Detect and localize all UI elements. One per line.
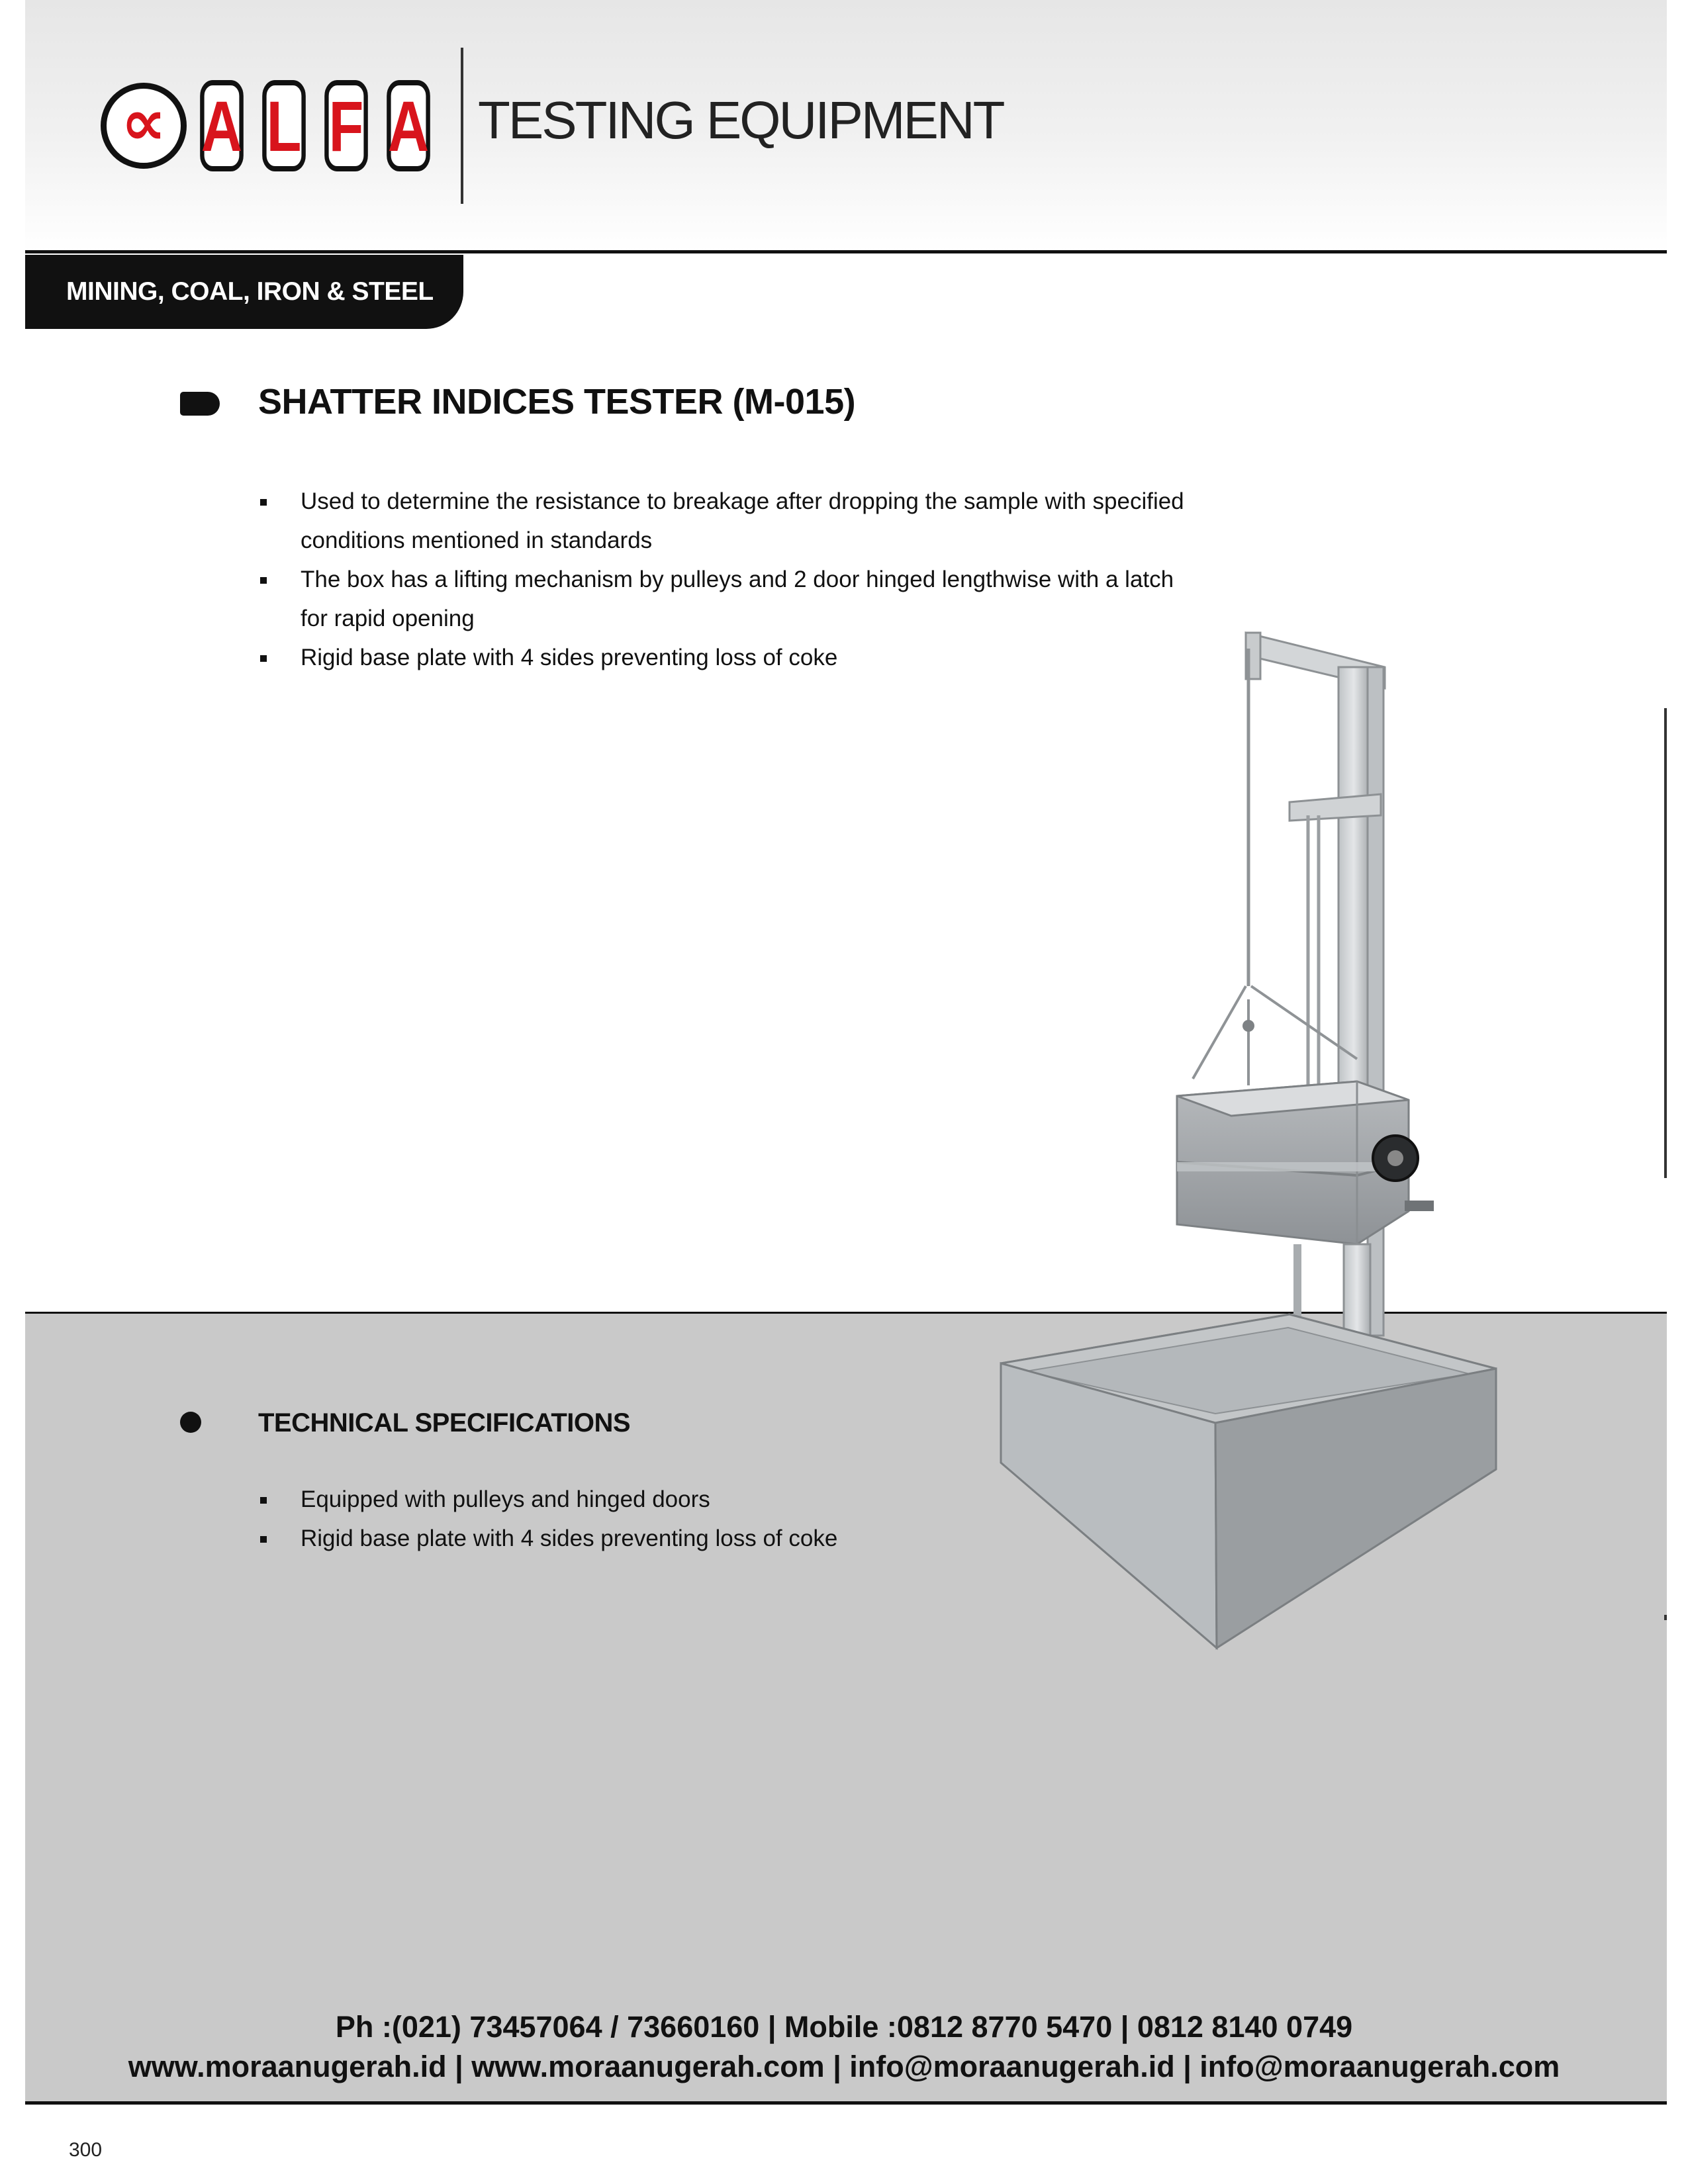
logo-letter-f: F bbox=[324, 80, 368, 171]
logo-letter-l: L bbox=[262, 80, 306, 171]
shatter-tester-image bbox=[1000, 629, 1516, 1674]
logo-symbol: ∝ bbox=[120, 85, 167, 159]
spec-item: Equipped with pulleys and hinged doors bbox=[258, 1480, 1198, 1519]
alfa-logo bbox=[101, 73, 436, 179]
feature-item: The box has a lifting mechanism by pulleys and 2 door hinged lengthwise with a latch for rapid opening bbox=[258, 560, 1198, 638]
spec-item: Rigid base plate with 4 sides preventing loss of coke bbox=[258, 1519, 1198, 1558]
logo-divider bbox=[461, 48, 463, 204]
product-marker-icon bbox=[180, 392, 220, 416]
feature-item: Rigid base plate with 4 sides preventing loss of coke bbox=[258, 638, 1198, 677]
logo-tagline: TESTING EQUIPMENT bbox=[478, 91, 1004, 150]
footer-rule bbox=[25, 2101, 1667, 2105]
logo-letter-a1: A bbox=[200, 80, 244, 171]
category-tab bbox=[25, 255, 463, 329]
feature-item: Used to determine the resistance to breakage after dropping the sample with specified conditions mentioned in standards bbox=[258, 482, 1198, 560]
logo-letter-a2: A bbox=[387, 80, 430, 171]
alpha-symbol-icon bbox=[101, 83, 187, 169]
margin-mark bbox=[1664, 708, 1667, 1178]
page-number: 300 bbox=[69, 2139, 103, 2161]
margin-mark bbox=[1664, 1615, 1667, 1620]
contact-web-line: www.moraanugerah.id | www.moraanugerah.com | info@moraanugerah.id | info@moraanugerah.com bbox=[128, 2050, 1560, 2083]
product-title: SHATTER INDICES TESTER (M-015) bbox=[258, 382, 856, 422]
spec-marker-icon bbox=[180, 1412, 201, 1433]
spec-title: TECHNICAL SPECIFICATIONS bbox=[258, 1408, 631, 1437]
contact-phone-line: Ph :(021) 73457064 / 73660160 | Mobile :0812 8770 5470 | 0812 8140 0749 bbox=[335, 2010, 1353, 2044]
category-label: MINING, COAL, IRON & STEEL bbox=[66, 277, 434, 306]
header-rule bbox=[25, 250, 1667, 253]
